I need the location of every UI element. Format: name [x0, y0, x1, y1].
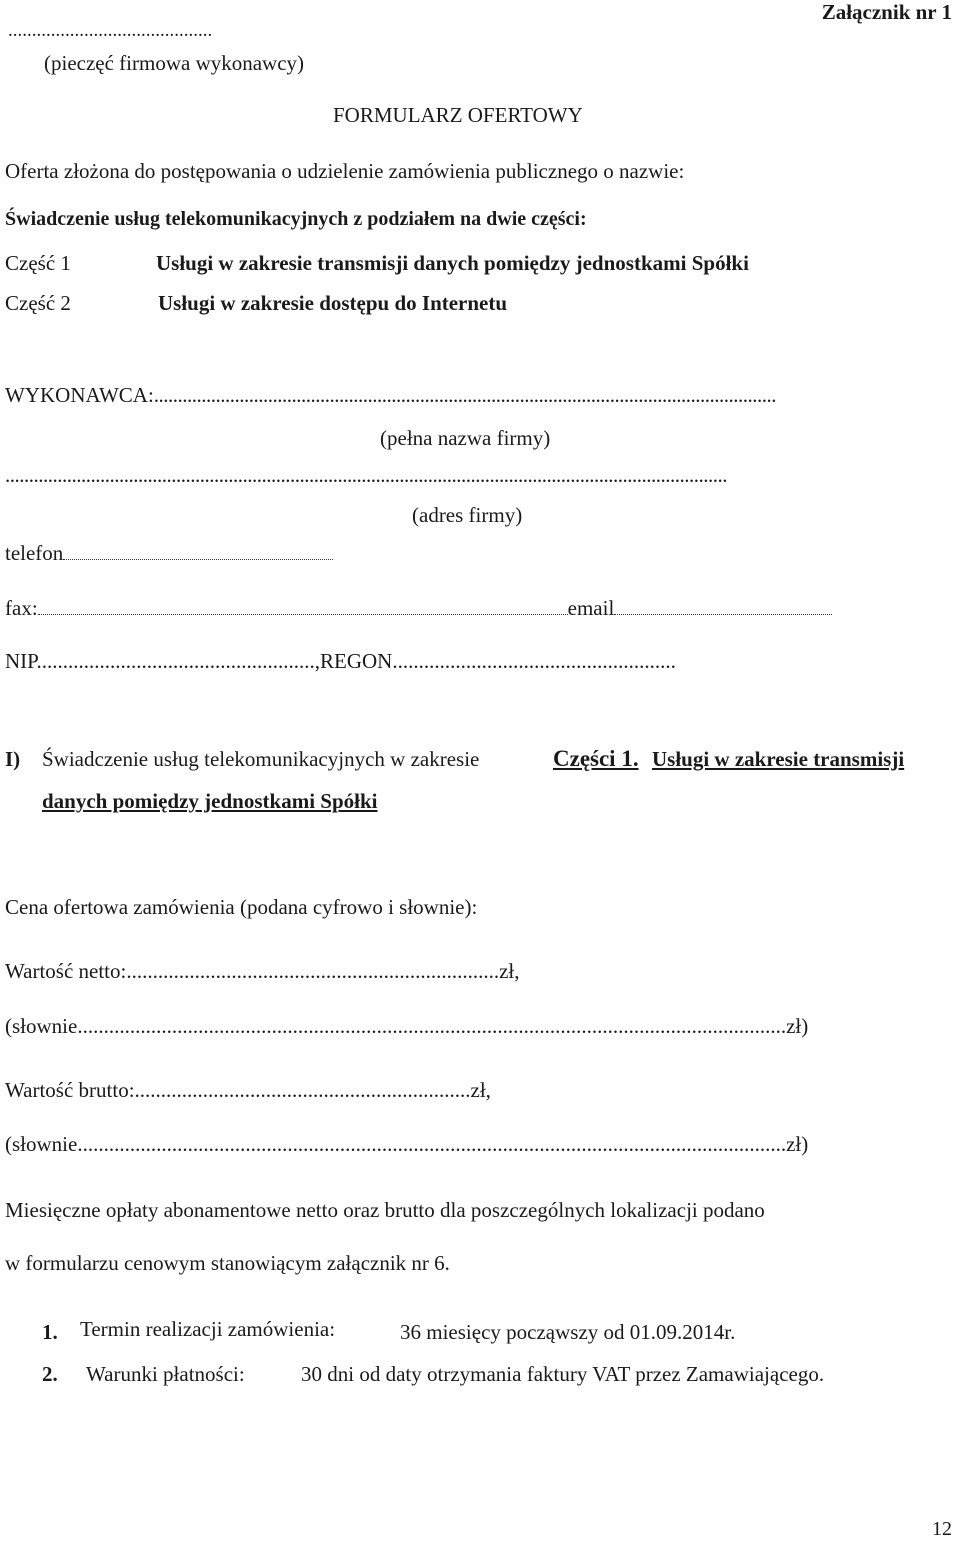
subject-name: Świadczenie usług telekomunikacyjnych z podziałem na dwie części: [5, 208, 587, 230]
fax-email-line [5, 595, 832, 621]
net-value-line [5, 958, 520, 984]
term-2-value: 30 dni od daty otrzymania faktury VAT przez Zamawiającego. [301, 1362, 825, 1386]
stamp-label: (pieczęć firmowa wykonawcy) [44, 51, 305, 75]
contractor-address-hint: (adres firmy) [412, 503, 523, 527]
term-2-label: Warunki płatności: [86, 1362, 245, 1386]
nip-regon-line [5, 648, 676, 674]
net-words-label: (słownie [5, 1014, 78, 1038]
part-1-label: Część 1 [5, 251, 71, 275]
net-dots: ....................................................................... [126, 959, 500, 983]
contractor-name-line [5, 382, 776, 408]
section-part-title-b: danych pomiędzy jednostkami Spółki [42, 789, 378, 813]
gross-label: Wartość brutto: [5, 1078, 135, 1102]
phone-label: telefon [5, 541, 64, 565]
gross-words-dots: ....................................................................................................................................... [77, 1132, 787, 1156]
term-1-label: Termin realizacji zamówienia: [80, 1317, 336, 1341]
email-label: email [567, 596, 615, 620]
monthly-note-line-1: Miesięczne opłaty abonamentowe netto oraz brutto dla poszczególnych lokalizacji podano [5, 1198, 765, 1222]
regon-dots: ...................................................... [392, 649, 676, 673]
price-heading: Cena ofertowa zamówienia (podana cyfrowo i słownie): [5, 895, 478, 919]
part-2-label: Część 2 [5, 291, 71, 315]
fax-field[interactable] [38, 596, 568, 615]
term-1-value: 36 miesięcy począwszy od 01.09.2014r. [400, 1320, 736, 1344]
email-field[interactable] [614, 596, 832, 615]
section-number: I) [5, 747, 21, 771]
part-2-desc: Usługi w zakresie dostępu do Internetu [158, 291, 508, 315]
stamp-dots: ........................................... [8, 20, 213, 41]
gross-words-suffix: zł) [786, 1132, 809, 1156]
page-title: FORMULARZ OFERTOWY [333, 103, 583, 127]
gross-dots: ................................................................ [134, 1078, 471, 1102]
phone-line [5, 540, 333, 566]
net-words-suffix: zł) [786, 1014, 809, 1038]
contractor-address-dots: ........................................................................................................................................................ [5, 463, 727, 487]
section-part-ref: Części 1. [553, 746, 639, 771]
term-2-number: 2. [42, 1362, 58, 1386]
fax-label: fax: [5, 596, 38, 620]
gross-value-line [5, 1077, 491, 1103]
intro-text: Oferta złożona do postępowania o udzielenie zamówienia publicznego o nazwie: [5, 159, 685, 183]
gross-suffix: zł, [470, 1078, 491, 1102]
net-suffix: zł, [499, 959, 520, 983]
net-words-dots: ....................................................................................................................................... [77, 1014, 787, 1038]
monthly-note-line-2: w formularzu cenowym stanowiącym załącznik nr 6. [5, 1251, 450, 1275]
gross-words-line [5, 1131, 808, 1157]
contractor-label: WYKONAWCA: [5, 383, 154, 407]
contractor-name-dots: ................................................................................................................................... [153, 383, 777, 407]
phone-field[interactable] [63, 541, 333, 560]
nip-dots: ..................................................... [36, 649, 315, 673]
contractor-name-hint: (pełna nazwa firmy) [380, 426, 551, 450]
net-label: Wartość netto: [5, 959, 127, 983]
section-lead: Świadczenie usług telekomunikacyjnych w zakresie [42, 747, 480, 771]
page-number: 12 [932, 1518, 952, 1540]
net-words-line [5, 1013, 808, 1039]
nip-label: NIP [5, 649, 37, 673]
part-1-desc: Usługi w zakresie transmisji danych pomiędzy jednostkami Spółki [156, 251, 749, 275]
term-1-number: 1. [42, 1320, 58, 1344]
section-part-title-a: Usługi w zakresie transmisji [652, 747, 905, 771]
regon-label: ,REGON [314, 649, 393, 673]
gross-words-label: (słownie [5, 1132, 78, 1156]
attachment-label: Załącznik nr 1 [821, 0, 952, 24]
